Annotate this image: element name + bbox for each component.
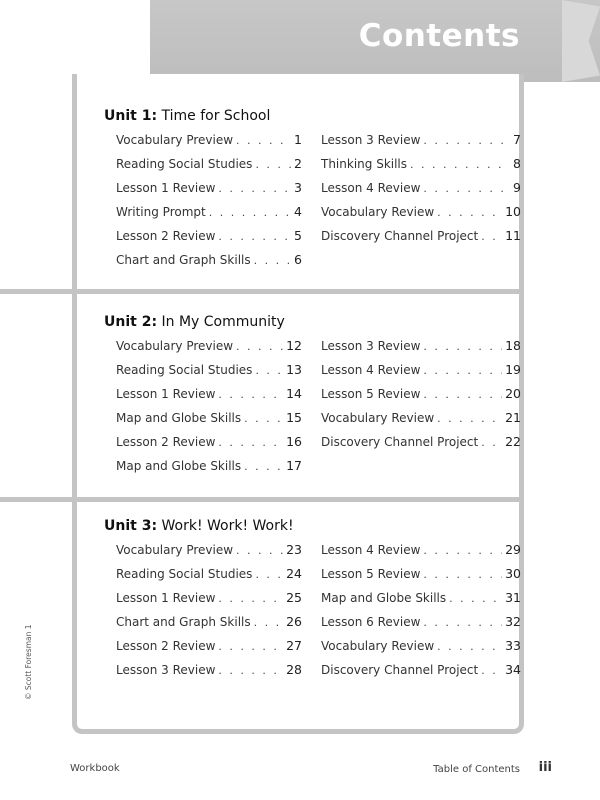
toc-entry-page: 24	[286, 566, 302, 581]
unit-heading	[104, 314, 524, 332]
toc-entry-page: 34	[505, 662, 521, 677]
toc-entry-title: Vocabulary Preview	[116, 339, 234, 353]
toc-entry-page: 15	[286, 410, 302, 425]
dot-leader	[423, 134, 510, 147]
toc-entry	[116, 410, 302, 434]
toc-entry	[116, 590, 302, 614]
left-column	[116, 338, 302, 482]
toc-entry	[321, 156, 521, 180]
toc-entry-title: Thinking Skills	[321, 157, 408, 171]
footer-page-number: iii	[538, 760, 552, 775]
toc-entry	[116, 204, 302, 228]
right-column	[321, 542, 521, 686]
toc-entry-title: Lesson 4 Review	[321, 543, 421, 557]
toc-entry-title: Vocabulary Preview	[116, 133, 234, 147]
toc-entry-title: Lesson 5 Review	[321, 567, 421, 581]
toc-entry-page: 4	[294, 204, 302, 219]
toc-entry	[321, 228, 521, 252]
toc-entry-page: 28	[286, 662, 302, 677]
unit-section	[104, 108, 524, 267]
unit-name: In My Community	[161, 314, 285, 330]
toc-entry	[116, 386, 302, 410]
toc-entry	[116, 614, 302, 638]
footer-workbook: Workbook	[70, 763, 120, 774]
dot-leader	[254, 254, 291, 267]
toc-entry-title: Vocabulary Review	[321, 411, 435, 425]
copyright-note: © Scott Foresman 1	[24, 624, 33, 700]
toc-entry-title: Discovery Channel Project	[321, 435, 479, 449]
dot-leader	[236, 134, 291, 147]
toc-entry	[116, 362, 302, 386]
toc-entry-title: Lesson 2 Review	[116, 435, 216, 449]
toc-entry-title: Vocabulary Preview	[116, 543, 234, 557]
toc-entry	[321, 614, 521, 638]
unit-heading	[104, 108, 524, 126]
toc-entry-title: Lesson 3 Review	[321, 133, 421, 147]
dot-leader	[218, 230, 291, 243]
toc-entry	[321, 410, 521, 434]
toc-entry-page: 22	[505, 434, 521, 449]
toc-entry	[116, 566, 302, 590]
dot-leader	[218, 388, 283, 401]
toc-entry-page: 19	[505, 362, 521, 377]
toc-entry-page: 3	[294, 180, 302, 195]
dot-leader	[255, 568, 283, 581]
dot-leader	[423, 568, 502, 581]
toc-entry	[116, 228, 302, 252]
dot-leader	[423, 364, 502, 377]
left-column	[116, 542, 302, 686]
toc-entry-title: Map and Globe Skills	[321, 591, 447, 605]
toc-entry-page: 27	[286, 638, 302, 653]
toc-entry-title: Lesson 1 Review	[116, 387, 216, 401]
unit-heading	[104, 518, 524, 536]
dot-leader	[255, 158, 291, 171]
toc-entry-title: Vocabulary Review	[321, 205, 435, 219]
toc-entry-page: 29	[505, 542, 521, 557]
toc-entry-title: Lesson 1 Review	[116, 591, 216, 605]
dot-leader	[437, 640, 502, 653]
toc-entry-page: 16	[286, 434, 302, 449]
toc-entry-title: Discovery Channel Project	[321, 229, 479, 243]
dot-leader	[254, 616, 283, 629]
toc-entry-title: Chart and Graph Skills	[116, 253, 251, 267]
toc-entry	[321, 638, 521, 662]
toc-entry-page: 12	[286, 338, 302, 353]
toc-entry-title: Lesson 5 Review	[321, 387, 421, 401]
dot-leader	[218, 640, 283, 653]
dot-leader	[423, 388, 502, 401]
dot-leader	[236, 544, 283, 557]
toc-entry-title: Lesson 3 Review	[321, 339, 421, 353]
toc-entry	[321, 542, 521, 566]
toc-entry-page: 17	[286, 458, 302, 473]
dot-leader	[410, 158, 510, 171]
section-divider-1	[0, 289, 520, 294]
toc-entry-title: Lesson 6 Review	[321, 615, 421, 629]
toc-entry-page: 8	[513, 156, 521, 171]
unit-section	[104, 314, 524, 473]
toc-entry-page: 31	[505, 590, 521, 605]
toc-entry-page: 18	[505, 338, 521, 353]
left-column	[116, 132, 302, 276]
toc-entry-page: 23	[286, 542, 302, 557]
toc-entry	[116, 434, 302, 458]
toc-entry-title: Reading Social Studies	[116, 157, 253, 171]
dot-leader	[449, 592, 502, 605]
toc-entry	[116, 156, 302, 180]
toc-entry-title: Reading Social Studies	[116, 363, 253, 377]
dot-leader	[437, 412, 502, 425]
section-divider-2	[0, 497, 520, 502]
toc-entry-page: 33	[505, 638, 521, 653]
toc-entry-title: Lesson 4 Review	[321, 181, 421, 195]
unit-name: Work! Work! Work!	[161, 518, 294, 534]
toc-entry	[116, 662, 302, 686]
toc-entry-title: Lesson 4 Review	[321, 363, 421, 377]
toc-entry	[116, 252, 302, 276]
dot-leader	[218, 664, 283, 677]
dot-leader	[481, 436, 502, 449]
toc-entry	[116, 338, 302, 362]
page-title: Contents	[358, 18, 520, 54]
toc-entry-title: Writing Prompt	[116, 205, 206, 219]
unit-label: Unit 1:	[104, 108, 158, 124]
dot-leader	[218, 436, 283, 449]
toc-entry-page: 9	[513, 180, 521, 195]
dot-leader	[218, 182, 291, 195]
toc-entry	[321, 434, 521, 458]
toc-entry	[116, 180, 302, 204]
toc-entry-page: 7	[513, 132, 521, 147]
unit-label: Unit 3:	[104, 518, 158, 534]
dot-leader	[236, 340, 283, 353]
toc-entry-title: Map and Globe Skills	[116, 411, 242, 425]
toc-entry-title: Map and Globe Skills	[116, 459, 242, 473]
right-column	[321, 132, 521, 252]
toc-entry	[321, 566, 521, 590]
toc-entry	[321, 204, 521, 228]
toc-entry-title: Reading Social Studies	[116, 567, 253, 581]
toc-entry-title: Chart and Graph Skills	[116, 615, 251, 629]
toc-entry-title: Lesson 1 Review	[116, 181, 216, 195]
toc-entry	[116, 542, 302, 566]
dot-leader	[209, 206, 291, 219]
toc-entry-page: 26	[286, 614, 302, 629]
dot-leader	[481, 230, 502, 243]
toc-entry-page: 30	[505, 566, 521, 581]
toc-entry	[321, 362, 521, 386]
toc-entry	[321, 386, 521, 410]
dot-leader	[255, 364, 283, 377]
toc-entry-title: Lesson 2 Review	[116, 229, 216, 243]
toc-entry-title: Lesson 2 Review	[116, 639, 216, 653]
toc-entry-page: 21	[505, 410, 521, 425]
toc-entry	[321, 338, 521, 362]
toc-entry-page: 11	[505, 228, 521, 243]
dot-leader	[481, 664, 502, 677]
toc-entry-page: 1	[294, 132, 302, 147]
toc-entry-title: Lesson 3 Review	[116, 663, 216, 677]
dot-leader	[423, 544, 502, 557]
toc-entry	[321, 132, 521, 156]
toc-entry-page: 2	[294, 156, 302, 171]
toc-entry-title: Vocabulary Review	[321, 639, 435, 653]
unit-label: Unit 2:	[104, 314, 158, 330]
dot-leader	[423, 340, 502, 353]
toc-entry	[321, 662, 521, 686]
toc-entry-page: 32	[505, 614, 521, 629]
toc-entry	[116, 638, 302, 662]
footer-section-title: Table of Contents	[433, 764, 520, 775]
toc-entry-page: 5	[294, 228, 302, 243]
dot-leader	[437, 206, 502, 219]
toc-entry-page: 10	[505, 204, 521, 219]
unit-name: Time for School	[161, 108, 271, 124]
toc-entry-page: 14	[286, 386, 302, 401]
dot-leader	[244, 412, 283, 425]
dot-leader	[423, 182, 510, 195]
right-column	[321, 338, 521, 458]
toc-entry-page: 25	[286, 590, 302, 605]
toc-entry	[116, 458, 302, 482]
toc-entry	[116, 132, 302, 156]
toc-entry	[321, 180, 521, 204]
toc-entry-title: Discovery Channel Project	[321, 663, 479, 677]
toc-entry-page: 6	[294, 252, 302, 267]
dot-leader	[218, 592, 283, 605]
toc-entry-page: 20	[505, 386, 521, 401]
unit-section	[104, 518, 524, 677]
toc-entry	[321, 590, 521, 614]
dot-leader	[423, 616, 502, 629]
dot-leader	[244, 460, 283, 473]
toc-entry-page: 13	[286, 362, 302, 377]
